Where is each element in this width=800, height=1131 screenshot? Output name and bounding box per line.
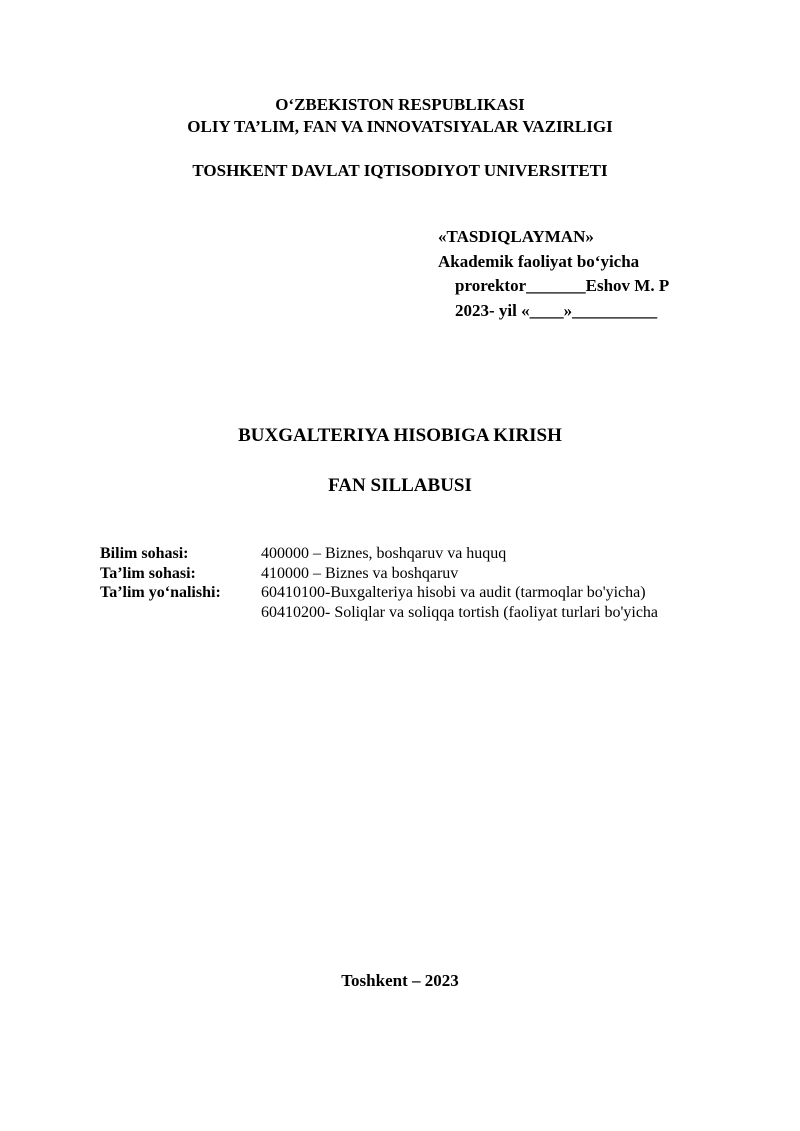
approval-stamp: «TASDIQLAYMAN»: [438, 227, 594, 246]
knowledge-area-value: 400000 – Biznes, boshqaruv va huquq: [261, 545, 507, 562]
subject-title: BUXGALTERIYA HISOBIGA KIRISH: [238, 425, 562, 446]
direction-label-spacer: [100, 603, 261, 623]
info-row-direction: [100, 583, 658, 603]
university-heading: TOSHKENT DAVLAT IQTISODIYOT UNIVERSITETI: [192, 161, 608, 180]
education-area-value: 410000 – Biznes va boshqaruv: [261, 564, 459, 582]
approval-date-line: 2023- yil «____»__________: [455, 300, 658, 320]
education-area-label: Ta’lim sohasi:: [100, 564, 196, 582]
direction-value-1: 60410100-Buxgalteriya hisobi va audit (tarmoqlar bo'yicha): [261, 584, 646, 601]
info-table: [100, 544, 658, 622]
knowledge-area-label: Bilim sohasi:: [100, 545, 189, 562]
direction-label: Ta’lim yo‘nalishi:: [100, 584, 221, 601]
approval-signature-line: prorektor_______Eshov M. P: [455, 276, 670, 295]
info-row-education-area: [100, 564, 658, 584]
info-row-knowledge-area: [100, 544, 658, 564]
ministry-heading: OLIY TA’LIM, FAN VA INNOVATSIYALAR VAZIRLIGI: [187, 117, 613, 136]
place-year-footer: Toshkent – 2023: [341, 971, 459, 990]
info-row-direction-2: [100, 603, 658, 623]
document-type-title: FAN SILLABUSI: [328, 475, 472, 496]
approval-position: Akademik faoliyat bo‘yicha: [438, 251, 640, 271]
approval-block: [438, 225, 669, 323]
republic-heading: O‘ZBEKISTON RESPUBLIKASI: [275, 95, 525, 114]
direction-value-2: 60410200- Soliqlar va soliqqa tortish (faoliyat turlari bo'yicha: [261, 603, 659, 621]
